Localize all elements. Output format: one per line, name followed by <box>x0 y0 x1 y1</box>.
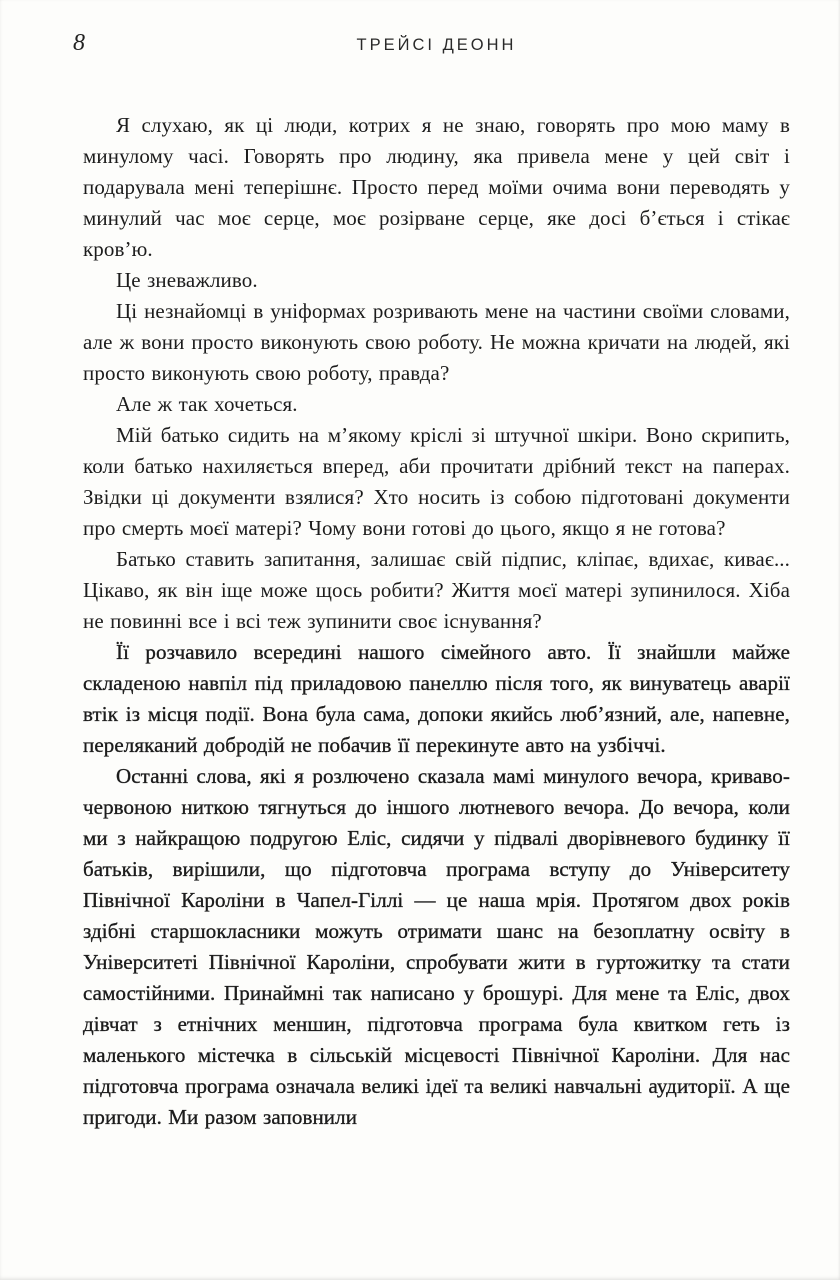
paragraph: Але ж так хочеться. <box>116 392 298 416</box>
running-head-author: ТРЕЙСІ ДЕОНН <box>356 36 517 54</box>
paragraph: Це зневажливо. <box>116 268 258 292</box>
paragraph: Батько ставить запитання, залишає свій підпис, кліпає, вдихає, киває... Цікаво, як він іще може щось робити? Життя моєї матері зупинилося. Хіба не повинні все і всі теж зупинити своє існування? <box>83 547 790 633</box>
paragraph: Ці незнайомці в уніформах розривають мене на частини своїми словами, але ж вони просто виконують свою роботу. Не можна кричати на людей, які просто виконують свою роботу, правда? <box>83 299 790 385</box>
page-number: 8 <box>73 30 86 56</box>
page-body <box>83 110 790 1133</box>
paragraph: Я слухаю, як ці люди, котрих я не знаю, говорять про мою маму в минулому часі. Говорять про людину, яка привела мене у цей світ і подарувала мені теперішнє. Просто перед моїми очима вони переводять у минулий час моє серце, моє розірване серце, яке досі б’ється і стікає кров’ю. <box>83 113 790 261</box>
page-header <box>73 30 790 60</box>
paragraph: Останні слова, які я розлючено сказала мамі минулого вечора, криваво-червоною ниткою тягнуться до іншого лютневого вечора. До вечора, коли ми з найкращою подругою Еліс, сидячи у підвалі дворівневого будинку її батьків, вирішили, що підготовча програма вступу до Університету Північної Кароліни в Чапел-Гіллі — це наша мрія. Протягом двох років здібні старшокласники можуть отримати шанс на безоплатну освіту в Університеті Північної Кароліни, спробувати жити в гуртожитку та стати самостійними. Принаймні так написано у брошурі. Для мене та Еліс, двох дівчат з етнічних меншин, підготовча програма була квитком геть із маленького містечка в сільській місцевості Північної Кароліни. Для нас підготовча програма означала великі ідеї та великі навчальні аудиторії. А ще пригоди. Ми разом заповнили <box>83 764 790 1129</box>
paragraph: Її розчавило всередині нашого сімейного авто. Її знайшли майже складеною навпіл під приладовою панеллю після того, як винуватець аварії втік із місця події. Вона була сама, допоки якийсь люб’язний, але, напевне, переляканий добродій не побачив її перекинуте авто на узбіччі. <box>83 640 790 757</box>
paragraph: Мій батько сидить на м’якому кріслі зі штучної шкіри. Воно скрипить, коли батько нахиляється вперед, аби прочитати дрібний текст на паперах. Звідки ці документи взялися? Хто носить із собою підготовані документи про смерть моєї матері? Чому вони готові до цього, якщо я не готова? <box>83 423 790 540</box>
